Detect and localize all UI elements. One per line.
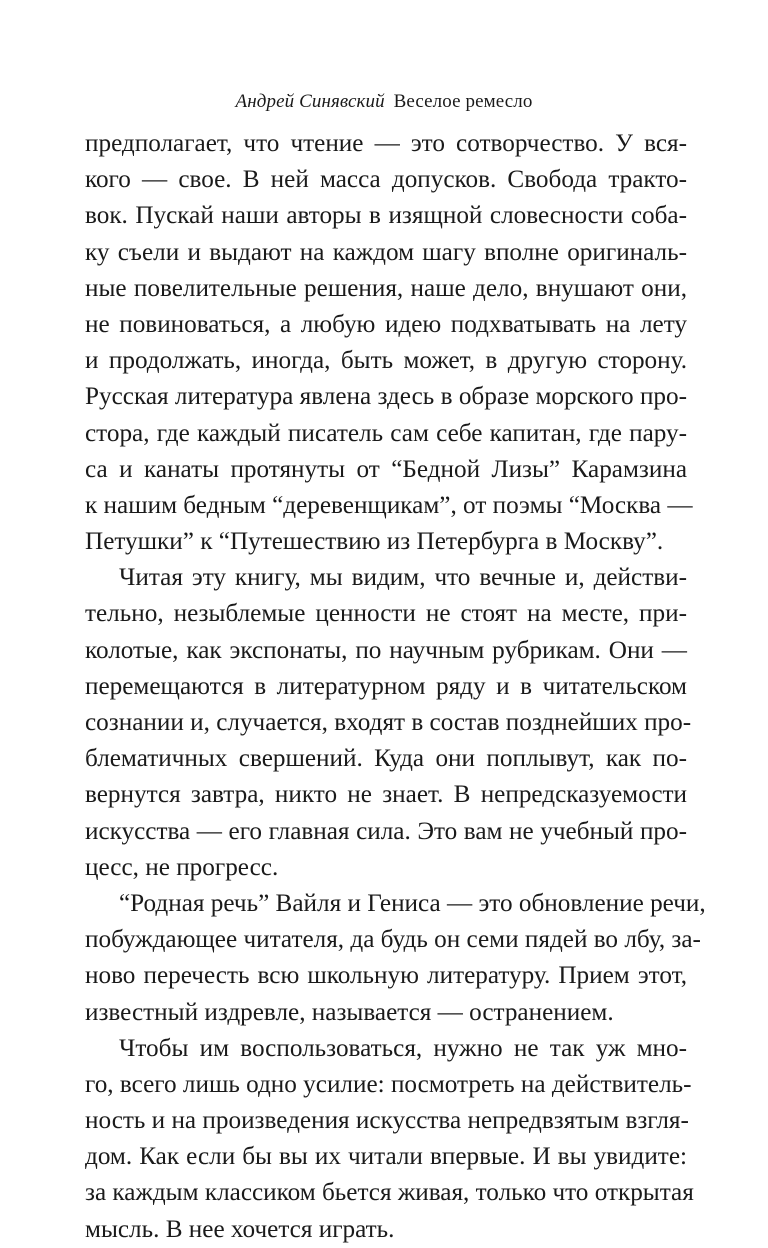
- running-head-title: Веселое ремесло: [393, 91, 533, 112]
- paragraph: [85, 126, 693, 560]
- text-line: Чтобы им воспользоваться, нужно не так уж мно-: [119, 1034, 687, 1062]
- text-line: са и канаты протянуты от “Бедной Лизы” Карамзина: [85, 455, 687, 483]
- text-line: к нашим бедным “деревенщикам”, от поэмы “Москва —: [85, 491, 693, 519]
- text-line: за каждым классиком бьется живая, только что открытая: [85, 1179, 694, 1207]
- text-line: перемещаются в литературном ряду и в читательском: [85, 672, 687, 700]
- text-line: вернутся завтра, никто не знает. В непредсказуемости: [85, 781, 687, 809]
- text-line: мысль. В нее хочется играть.: [85, 1215, 395, 1243]
- text-line: сознании и, случается, входят в состав позднейших про-: [85, 709, 692, 736]
- text-line: и продолжать, иногда, быть может, в другую сторону.: [85, 347, 687, 375]
- paragraph: [85, 1031, 694, 1248]
- text-line: ность и на произведения искусства непредвзятым взгля-: [85, 1107, 689, 1135]
- paragraph: [85, 560, 692, 886]
- text-line: вок. Пускай наши авторы в изящной словесности соба-: [85, 202, 687, 230]
- text-line: Читая эту книгу, мы видим, что вечные и, действи-: [119, 564, 687, 592]
- text-line: цесс, не прогресс.: [85, 853, 279, 881]
- body-text: [85, 126, 706, 1248]
- text-line: дом. Как если бы вы их читали впервые. И вы увидите:: [85, 1143, 687, 1171]
- text-line: известный издревле, называется — остранением.: [85, 998, 614, 1026]
- running-head: [0, 90, 768, 114]
- text-line: тельно, незыблемые ценности не стоят на месте, при-: [85, 600, 687, 628]
- text-line: стора, где каждый писатель сам себе капитан, где пару-: [85, 419, 687, 447]
- text-line: “Родная речь” Вайля и Гениса — это обновление речи,: [119, 889, 706, 917]
- running-head-author: Андрей Синявский: [235, 91, 385, 112]
- text-line: го, всего лишь одно усилие: посмотреть на действитель-: [85, 1070, 692, 1098]
- text-line: искусства — его главная сила. Это вам не учебный про-: [85, 817, 687, 845]
- paragraph: [85, 886, 706, 1031]
- text-line: Русская литература явлена здесь в образе морского про-: [85, 383, 687, 411]
- text-line: колотые, как экспонаты, по научным рубрикам. Они —: [85, 636, 687, 664]
- text-line: ные повелительные решения, наше дело, внушают они,: [85, 274, 687, 302]
- text-line: побуждающее читателя, да будь он семи пядей во лбу, за-: [85, 926, 701, 954]
- text-line: предполагает, что чтение — это сотворчество. У вся-: [85, 130, 687, 157]
- text-line: кого — свое. В ней масса допусков. Свобода тракто-: [85, 166, 687, 194]
- text-line: Петушки” к “Путешествию из Петербурга в Москву”.: [85, 528, 664, 556]
- text-line: ново перечесть всю школьную литературу. Прием этот,: [85, 962, 687, 990]
- text-line: блематичных свершений. Куда они поплывут, как по-: [85, 745, 687, 773]
- text-line: не повиноваться, а любую идею подхватывать на лету: [85, 310, 687, 338]
- text-line: ку съели и выдают на каждом шагу вполне оригиналь-: [85, 238, 687, 266]
